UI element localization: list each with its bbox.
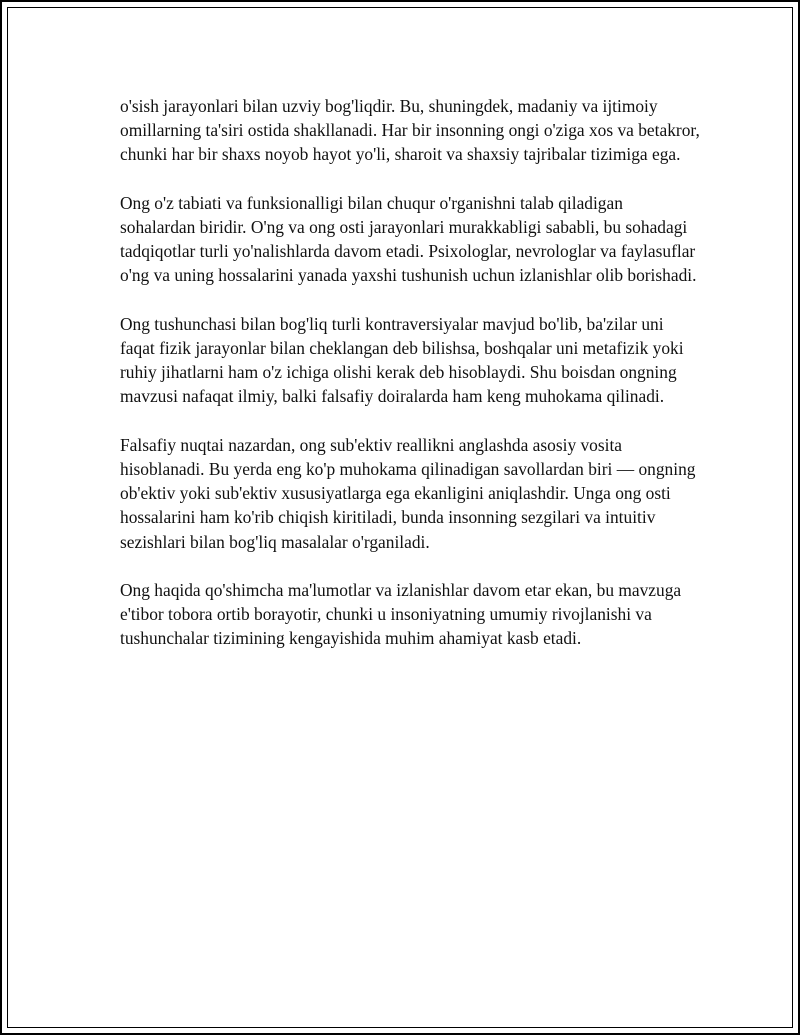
paragraph-4: Falsafiy nuqtai nazardan, ong sub'ektiv reallikni anglashda asosiy vosita hisoblanadi. Bu yerda eng ko'p muhokama qilinadigan savollardan biri — ongning ob'ektiv yoki sub'ektiv xususiyatlarga ega ekanligini aniqlashdir. Unga ong osti hossalarini ham ko'rib chiqish kiritiladi, bunda insonning sezgilari va intuitiv sezishlari bilan bog'liq masalalar o'rganiladi. [120,434,696,552]
document-body [120,94,700,675]
paragraph-2: Ong o'z tabiati va funksionalligi bilan chuqur o'rganishni talab qiladigan sohalardan biridir. O'ng va ong osti jarayonlari murakkabligi sababli, bu sohadagi tadqiqotlar turli yo'nalishlarda davom etadi. Psixologlar, nevrologlar va faylasuflar o'ng va uning hossalarini yanada yaxshi tushunish uchun izlanishlar olib borishadi. [120,192,697,286]
paragraph-5: Ong haqida qo'shimcha ma'lumotlar va izlanishlar davom etar ekan, bu mavzuga e'tibor tobora ortib borayotir, chunki u insoniyatning umumiy rivojlanishi va tushunchalar tizimining kengayishida muhim ahamiyat kasb etadi. [120,580,682,649]
paragraph-3: Ong tushunchasi bilan bog'liq turli kontraversiyalar mavjud bo'lib, ba'zilar uni faqat fizik jarayonlar bilan cheklangan deb bilishsa, boshqalar uni metafizik yoki ruhiy jihatlarni ham o'z ichiga olishi kerak deb hisoblaydi. Shu boisdan ongning mavzusi nafaqat ilmiy, balki falsafiy doiralarda ham keng muhokama qilinadi. [120,313,684,407]
paragraph-1: o'sish jarayonlari bilan uzviy bog'liqdir. Bu, shuningdek, madaniy va ijtimoiy omillarning ta'siri ostida shakllanadi. Har bir insonning ongi o'ziga xos va betakror, chunki har bir shaxs noyob hayot yo'li, sharoit va shaxsiy tajribalar tizimiga ega. [120,96,700,165]
